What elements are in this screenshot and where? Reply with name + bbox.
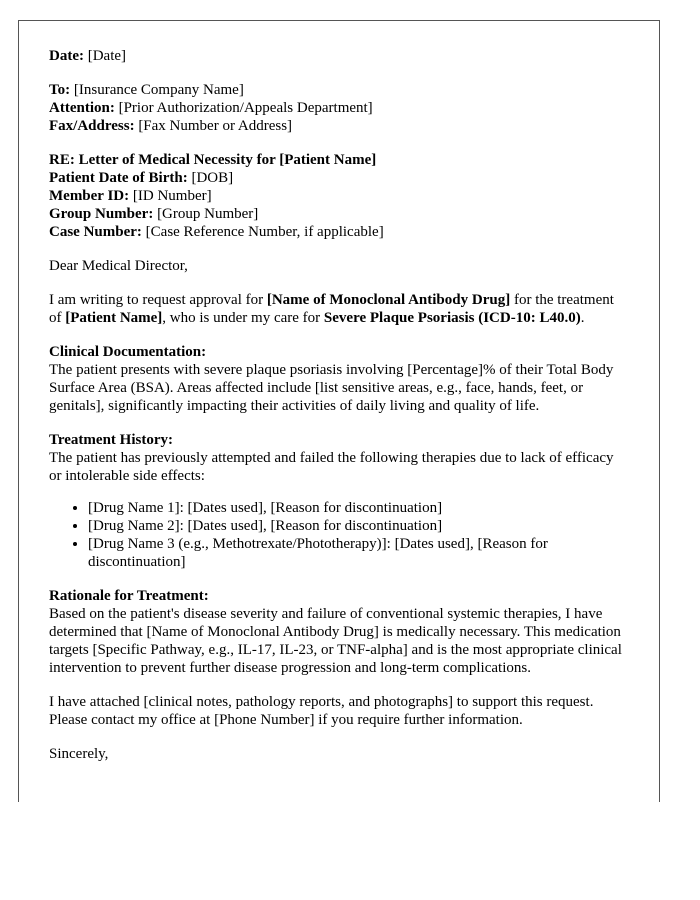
rationale-section — [49, 587, 629, 677]
intro-text-2: for the treatment of — [49, 292, 614, 326]
letter-page — [18, 20, 660, 802]
date-line — [49, 47, 629, 65]
intro-patient: [Patient Name] — [65, 310, 163, 326]
attention-value: [Prior Authorization/Appeals Department] — [118, 100, 373, 116]
to-line — [49, 81, 629, 99]
intro-drug: [Name of Monoclonal Antibody Drug] — [266, 292, 511, 308]
to-label: To: — [49, 82, 71, 98]
history-section — [49, 431, 629, 571]
clinical-heading: Clinical Documentation: — [49, 344, 207, 360]
re-subject: RE: Letter of Medical Necessity for [Patient Name] — [49, 152, 377, 168]
dob-label: Patient Date of Birth: — [49, 170, 188, 186]
group-label: Group Number: — [49, 206, 154, 222]
case-value: [Case Reference Number, if applicable] — [145, 224, 384, 240]
list-item: • [Drug Name 3 (e.g., Methotrexate/Phototherapy)]: [Dates used], [Reason for discontinuation] — [88, 535, 629, 571]
fax-line — [49, 117, 629, 135]
list-item: • [Drug Name 2]: [Dates used], [Reason for discontinuation] — [88, 517, 629, 535]
intro-text-1: I am writing to request approval for — [49, 292, 267, 308]
intro-text-4: . — [580, 310, 585, 326]
group-value: [Group Number] — [157, 206, 259, 222]
history-intro — [49, 431, 629, 485]
intro-condition: Severe Plaque Psoriasis (ICD-10: L40.0) — [323, 310, 581, 326]
dob-line — [49, 169, 629, 187]
salutation: Dear Medical Director, — [49, 258, 188, 274]
member-line — [49, 187, 629, 205]
re-line — [49, 151, 629, 169]
attention-line — [49, 99, 629, 117]
case-label: Case Number: — [49, 224, 142, 240]
dob-value: [DOB] — [191, 170, 234, 186]
rationale-heading: Rationale for Treatment: — [49, 588, 209, 604]
history-list — [49, 499, 629, 571]
rationale-text: Based on the patient's disease severity and failure of conventional systemic therapies, I have determined that [Name of Monoclonal Antibody Drug] is medically necessary. This medication targets [Specific Pathway, e.g., IL-17, IL-23, or TNF-alpha] and is the most appropriate clinical intervention to prevent further disease progression and long-term complications. — [49, 606, 622, 676]
clinical-text: The patient presents with severe plaque psoriasis involving [Percentage]% of their Total Body Surface Area (BSA). Areas affected include [list sensitive areas, e.g., face, hands, feet, or genitals], significantly impacting their activities of daily living and quality of life. — [49, 362, 614, 414]
history-text: The patient has previously attempted and failed the following therapies due to lack of efficacy or intolerable side effects: — [49, 450, 614, 484]
date-value: [Date] — [87, 48, 127, 64]
recipient-block — [49, 81, 629, 135]
clinical-section — [49, 343, 629, 415]
group-line — [49, 205, 629, 223]
member-value: [ID Number] — [132, 188, 212, 204]
fax-label: Fax/Address: — [49, 118, 135, 134]
fax-value: [Fax Number or Address] — [138, 118, 293, 134]
case-line — [49, 223, 629, 241]
to-value: [Insurance Company Name] — [73, 82, 244, 98]
list-item: • [Drug Name 1]: [Dates used], [Reason for discontinuation] — [88, 499, 629, 517]
date-label: Date: — [49, 48, 84, 64]
intro-paragraph — [49, 291, 629, 327]
member-label: Member ID: — [49, 188, 130, 204]
history-heading: Treatment History: — [49, 432, 173, 448]
re-block — [49, 151, 629, 241]
date-block — [49, 47, 629, 65]
closing-paragraph: I have attached [clinical notes, pathology reports, and photographs] to support this request. Please contact my office at [Phone Number] if you require further information. — [49, 694, 594, 728]
attention-label: Attention: — [49, 100, 115, 116]
signoff: Sincerely, — [49, 746, 109, 762]
intro-text-3: , who is under my care for — [162, 310, 324, 326]
